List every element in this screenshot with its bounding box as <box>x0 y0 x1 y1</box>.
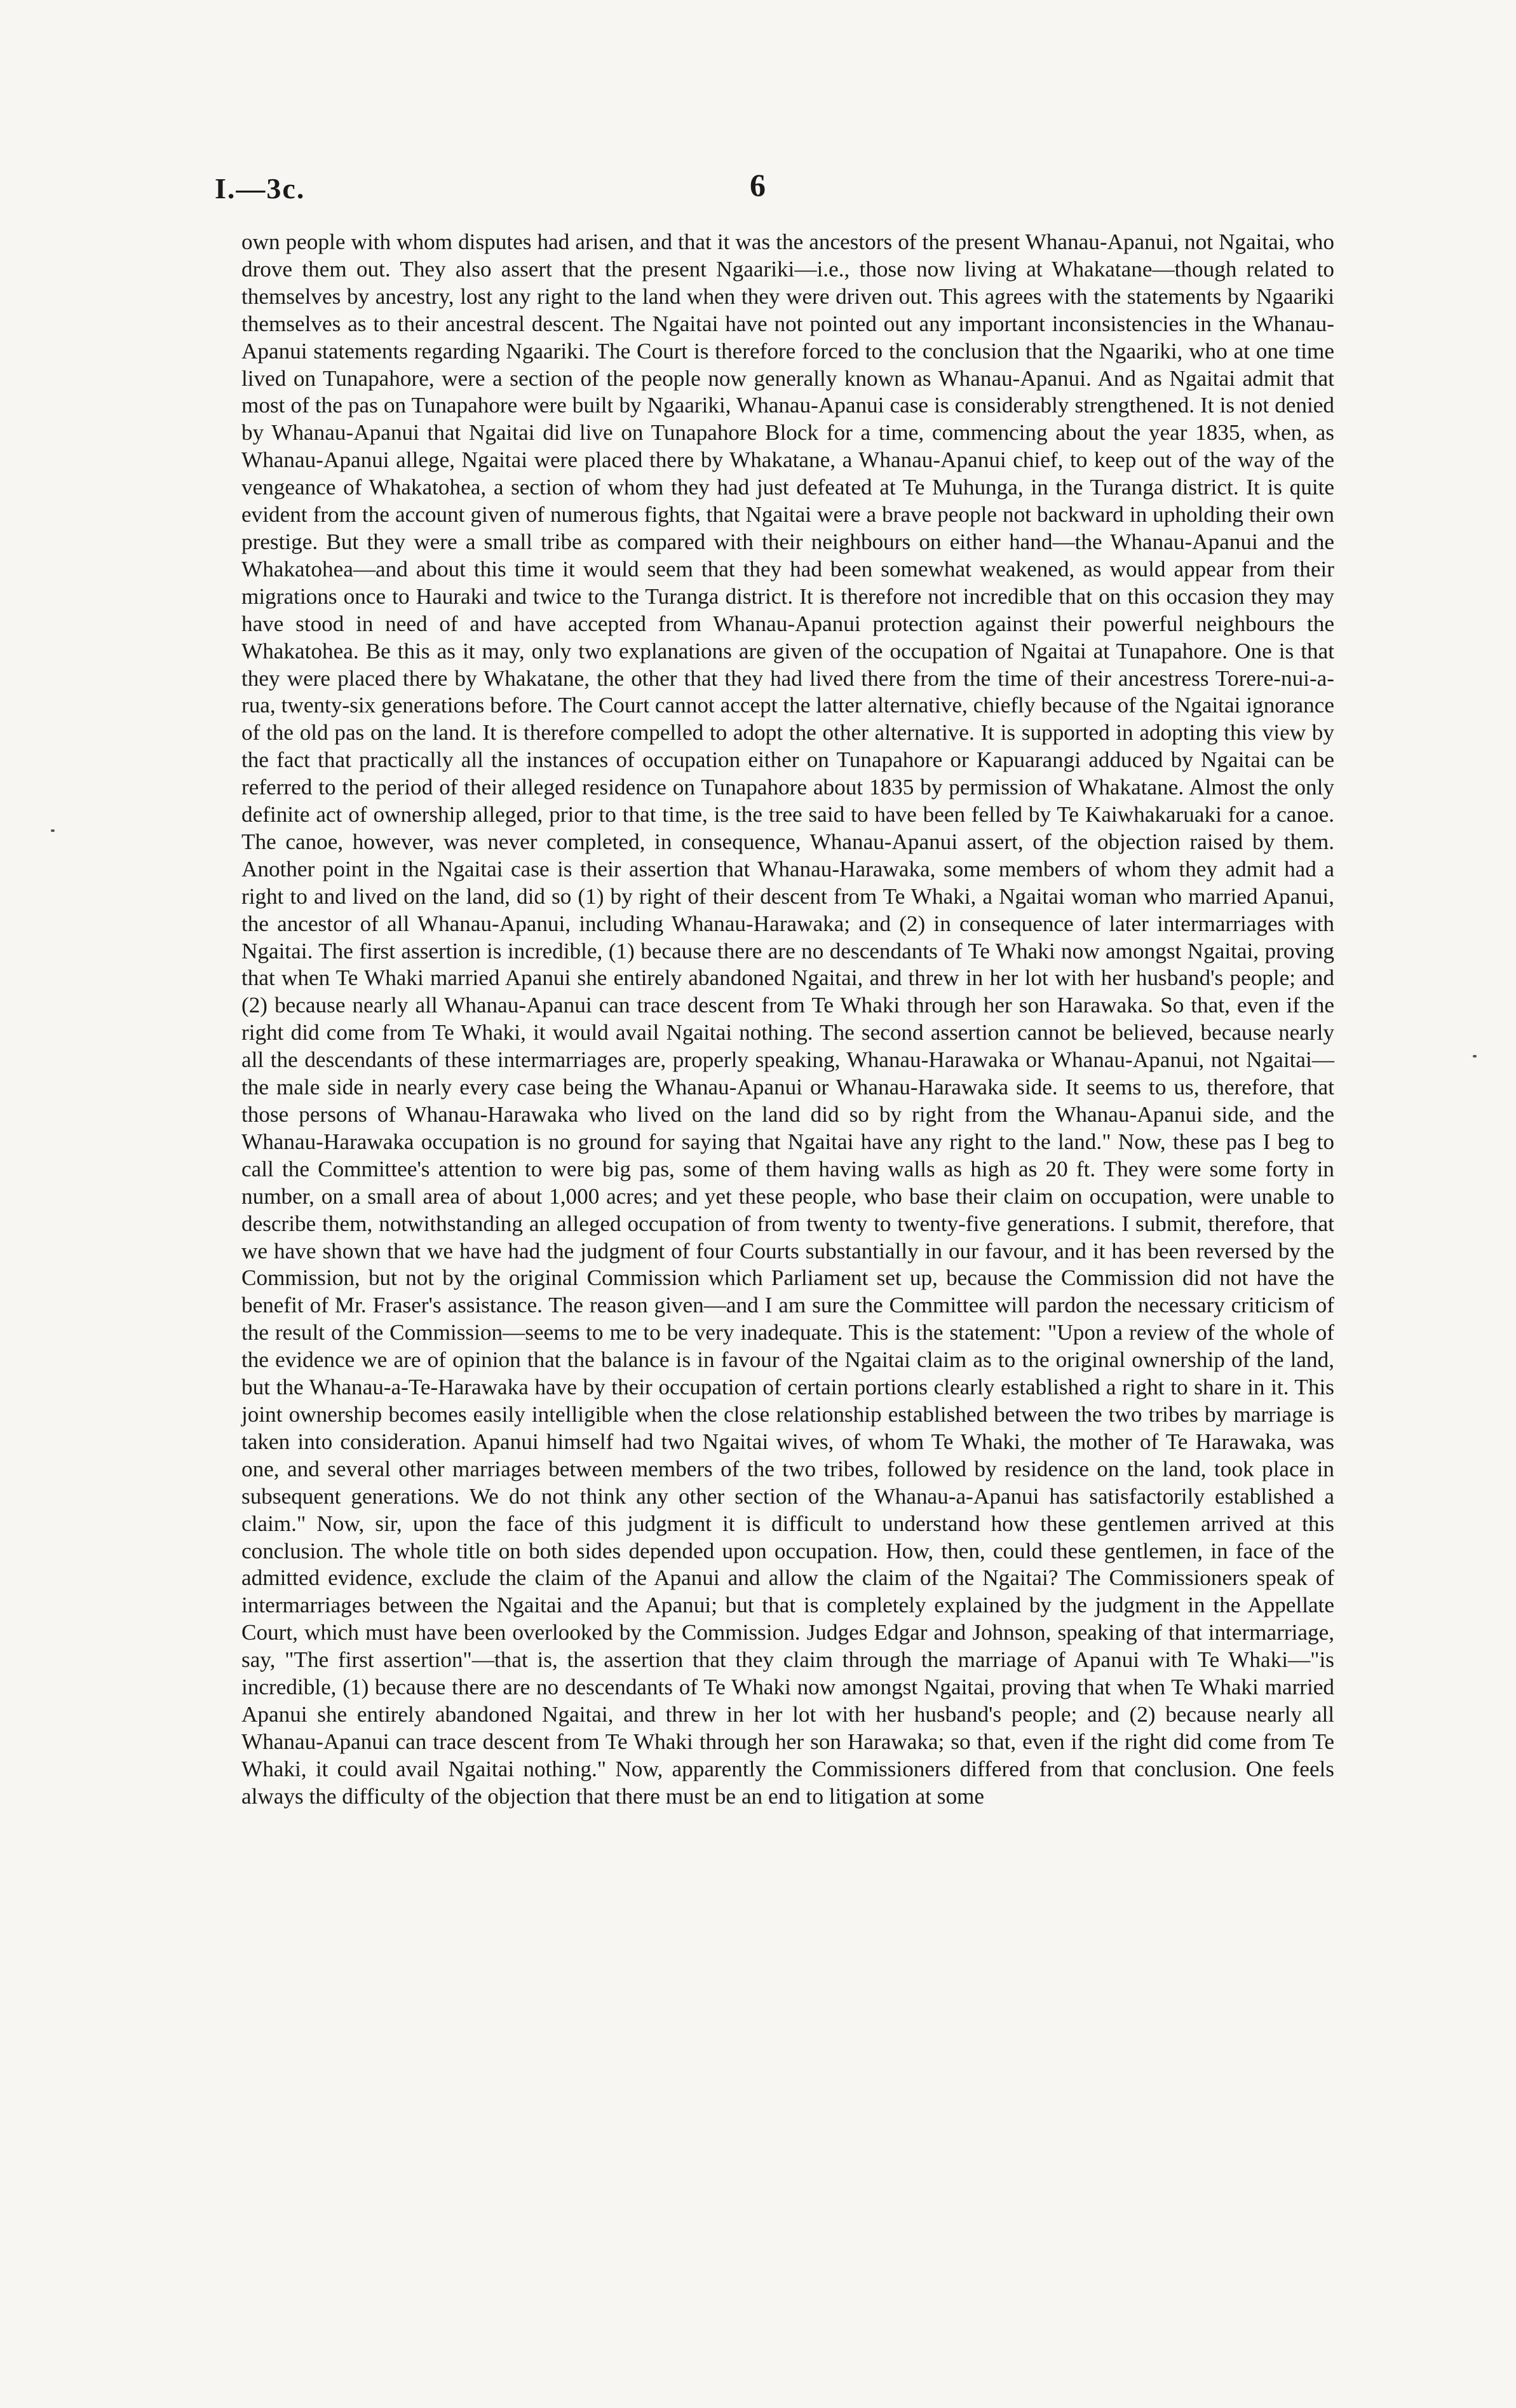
page-number: 6 <box>750 167 766 203</box>
ink-mark-left <box>51 829 55 832</box>
body-text: own people with whom disputes had arisen, and that it was the ancestors of the present Whanau-Apanui, not Ngaitai, who drove them out. They also assert that the present Ngaariki—i.e., those now living at Whakatane—though related to themselves by ancestry, lost any right to the land when they were driven out. This agrees with the statements by Ngaariki themselves as to their ancestral descent. The Ngaitai have not pointed out any important inconsistencies in the Whanau-Apanui statements regarding Ngaariki. The Court is therefore forced to the conclusion that the Ngaariki, who at one time lived on Tunapahore, were a section of the people now generally known as Whanau-Apanui. And as Ngaitai admit that most of the pas on Tunapahore were built by Ngaariki, Whanau-Apanui case is considerably strengthened. It is not denied by Whanau-Apanui that Ngaitai did live on Tunapahore Block for a time, commencing about the year 1835, when, as Whanau-Apanui allege, Ngaitai were placed there by Whakatane, a Whanau-Apanui chief, to keep out of the way of the vengeance of Whakatohea, a section of whom they had just defeated at Te Muhunga, in the Turanga district. It is quite evident from the account given of numerous fights, that Ngaitai were a brave people not backward in upholding their own prestige. But they were a small tribe as compared with their neighbours on either hand—the Whanau-Apanui and the Whakatohea—and about this time it would seem that they had been somewhat weakened, as would appear from their migrations once to Hauraki and twice to the Turanga district. It is therefore not incredible that on this occasion they may have stood in need of and have accepted from Whanau-Apanui protection against their powerful neighbours the Whakatohea. Be this as it may, only two explanations are given of the occupation of Ngaitai at Tunapahore. One is that they were placed there by Whakatane, the other that they had lived there from the time of their ancestress Torere-nui-a-rua, twenty-six generations before. The Court cannot accept the latter alternative, chiefly because of the Ngaitai ignorance of the old pas on the land. It is therefore compelled to adopt the other alternative. It is supported in adopting this view by the fact that practically all the instances of occupation either on Tunapahore or Kapuarangi adduced by Ngaitai can be referred to the period of their alleged residence on Tunapahore about 1835 by permission of Whakatane. Almost the only definite act of ownership alleged, prior to that time, is the tree said to have been felled by Te Kaiwhakaruaki for a canoe. The canoe, however, was never completed, in consequence, Whanau-Apanui assert, of the objection raised by them. Another point in the Ngaitai case is their assertion that Whanau-Harawaka, some members of whom they admit had a right to and lived on the land, did so (1) by right of their descent from Te Whaki, a Ngaitai woman who married Apanui, the ancestor of all Whanau-Apanui, including Whanau-Harawaka; and (2) in consequence of later intermarriages with Ngaitai. The first assertion is incredible, (1) because there are no descendants of Te Whaki now amongst Ngaitai, proving that when Te Whaki married Apanui she entirely abandoned Ngaitai, and threw in her lot with her husband's people; and (2) because nearly all Whanau-Apanui can trace descent from Te Whaki through her son Harawaka. So that, even if the right did come from Te Whaki, it would avail Ngaitai nothing. The second assertion cannot be believed, because nearly all the descendants of these intermarriages are, properly speaking, Whanau-Harawaka or Whanau-Apanui, not Ngaitai—the male side in nearly every case being the Whanau-Apanui or Whanau-Harawaka side. It seems to us, therefore, that those persons of Whanau-Harawaka who lived on the land did so by right from the Whanau-Apanui side, and the Whanau-Harawaka occupation is no ground for saying that Ngaitai have any right to the land." Now, these pas I beg to call the Committee's attention to were big pas, some of them having walls as high as 20 ft. They were some forty in number, on a small area of about 1,000 acres; and yet these people, who base their claim on occupation, were unable to describe them, notwithstanding an alleged occupation of from twenty to twenty-five generations. I submit, therefore, that we have shown that we have had the judgment of four Courts substantially in our favour, and it has been reversed by the Commission, but not by the original Commission which Parliament set up, because the Commission did not have the benefit of Mr. Fraser's assistance. The reason given—and I am sure the Committee will pardon the necessary criticism of the result of the Commission—seems to me to be very inadequate. This is the statement: "Upon a review of the whole of the evidence we are of opinion that the balance is in favour of the Ngaitai claim as to the original ownership of the land, but the Whanau-a-Te-Harawaka have by their occupation of certain portions clearly established a right to share in it. This joint ownership becomes easily intelligible when the close relationship established between the two tribes by marriage is taken into consideration. Apanui himself had two Ngaitai wives, of whom Te Whaki, the mother of Te Harawaka, was one, and several other marriages between members of the two tribes, followed by residence on the land, took place in subsequent generations. We do not think any other section of the Whanau-a-Apanui has satisfactorily established a claim." Now, sir, upon the face of this judgment it is difficult to understand how these gentlemen arrived at this conclusion. The whole title on both sides depended upon occupation. How, then, could these gentlemen, in face of the admitted evidence, exclude the claim of the Apanui and allow the claim of the Ngaitai? The Commissioners speak of intermarriages between the Ngaitai and the Apanui; but that is completely explained by the judgment in the Appellate Court, which must have been overlooked by the Commission. Judges Edgar and Johnson, speaking of that intermarriage, say, "The first assertion"—that is, the assertion that they claim through the marriage of Apanui with Te Whaki—"is incredible, (1) because there are no descendants of Te Whaki now amongst Ngaitai, proving that when Te Whaki married Apanui she entirely abandoned Ngaitai, and threw in her lot with her husband's people; and (2) because nearly all Whanau-Apanui can trace descent from Te Whaki through her son Harawaka; so that, even if the right did come from Te Whaki, it could avail Ngaitai nothing." Now, apparently the Commissioners differed from that conclusion. One feels always the difficulty of the objection that there must be an end to litigation at some <box>241 229 1334 1809</box>
ink-mark-right <box>1473 1055 1477 1058</box>
page-ref: I.—3c. <box>215 172 306 205</box>
